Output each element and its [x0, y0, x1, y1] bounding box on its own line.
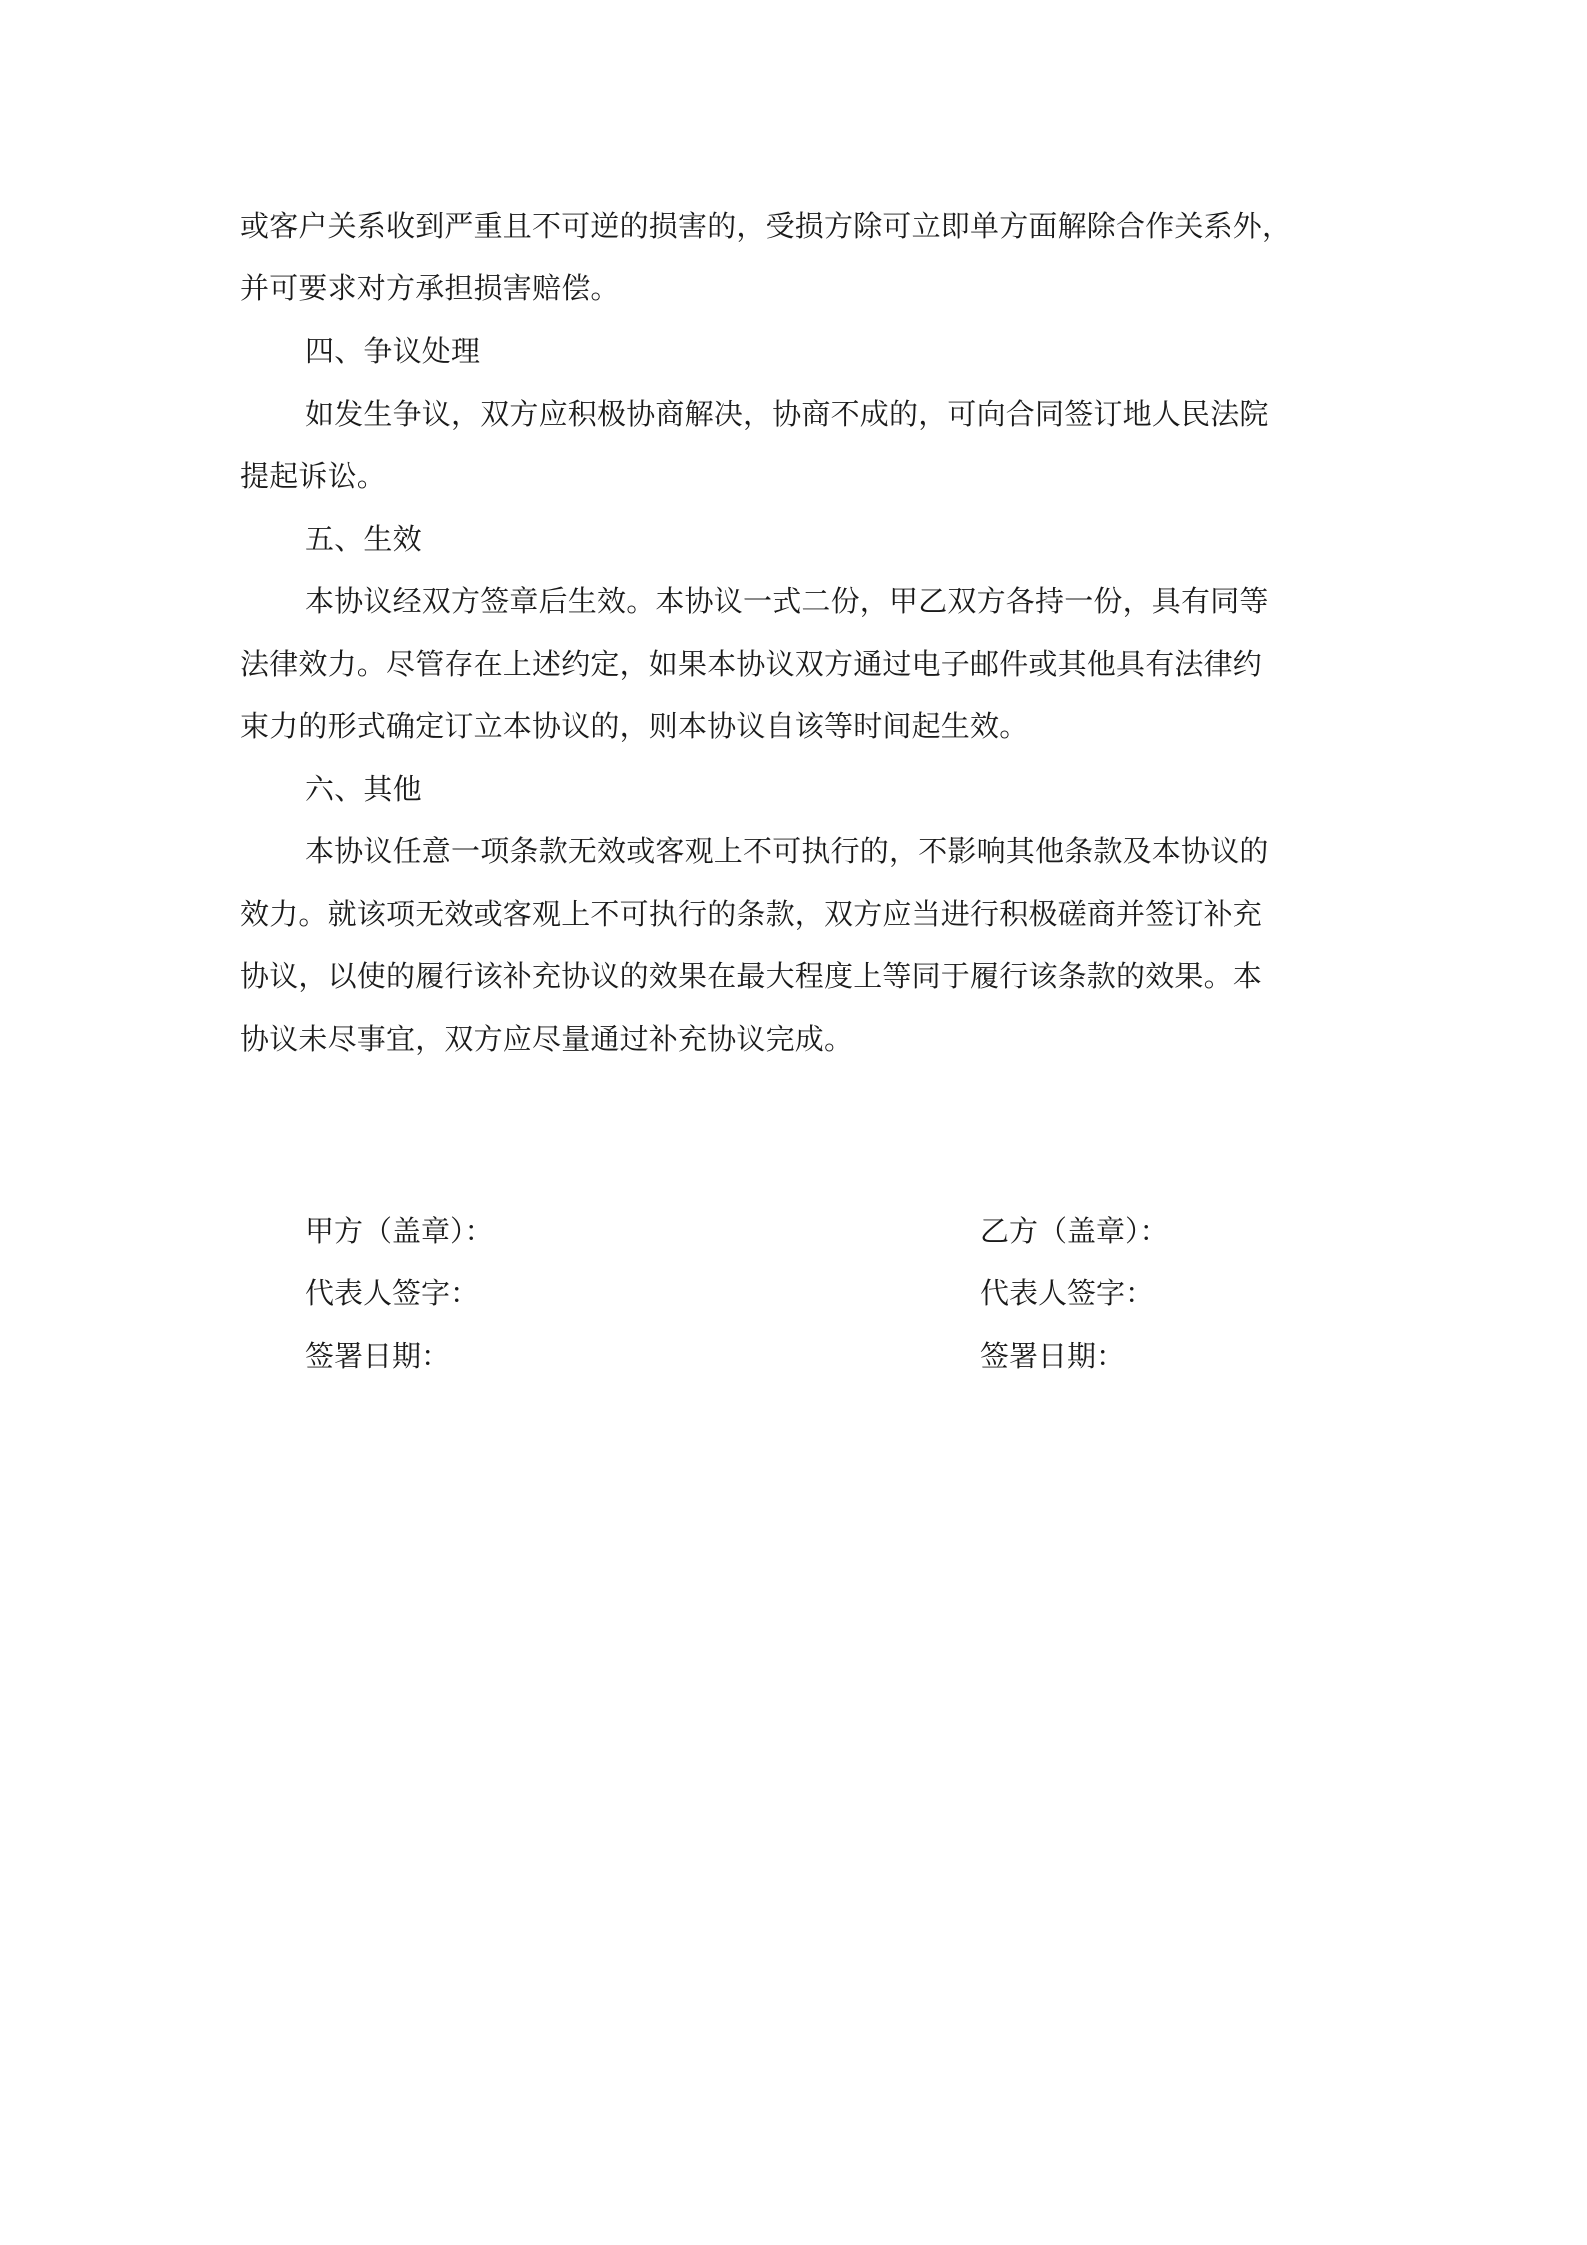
paragraph-line: 提起诉讼。 — [240, 459, 387, 493]
paragraph-line: 并可要求对方承担损害赔偿。 — [240, 271, 620, 305]
paragraph-line: 协议未尽事宜，双方应尽量通过补充协议完成。 — [240, 1022, 854, 1056]
paragraph-line: 效力。就该项无效或客观上不可执行的条款，双方应当进行积极磋商并签订补充 — [240, 897, 1263, 931]
party-a-date-label: 签署日期： — [305, 1339, 451, 1373]
party-a-representative-label: 代表人签字： — [305, 1276, 480, 1310]
paragraph-line: 法律效力。尽管存在上述约定，如果本协议双方通过电子邮件或其他具有法律约 — [240, 647, 1263, 681]
section-heading: 四、争议处理 — [305, 334, 481, 368]
paragraph-line: 或客户关系收到严重且不可逆的损害的，受损方除可立即单方面解除合作关系外， — [240, 209, 1292, 243]
party-b-date-label: 签署日期： — [980, 1339, 1126, 1373]
party-b-seal-label: 乙方（盖章）： — [980, 1214, 1169, 1248]
paragraph-line: 本协议经双方签章后生效。本协议一式二份，甲乙双方各持一份，具有同等 — [305, 584, 1269, 618]
paragraph-line: 如发生争议，双方应积极协商解决，协商不成的，可向合同签订地人民法院 — [305, 397, 1269, 431]
party-a-seal-label: 甲方（盖章）： — [305, 1214, 494, 1248]
paragraph-line: 本协议任意一项条款无效或客观上不可执行的，不影响其他条款及本协议的 — [305, 834, 1269, 868]
paragraph-line: 协议，以使的履行该补充协议的效果在最大程度上等同于履行该条款的效果。本 — [240, 959, 1263, 993]
party-b-representative-label: 代表人签字： — [980, 1276, 1155, 1310]
section-heading: 六、其他 — [305, 772, 422, 806]
section-heading: 五、生效 — [305, 522, 422, 556]
paragraph-line: 束力的形式确定订立本协议的，则本协议自该等时间起生效。 — [240, 709, 1029, 743]
